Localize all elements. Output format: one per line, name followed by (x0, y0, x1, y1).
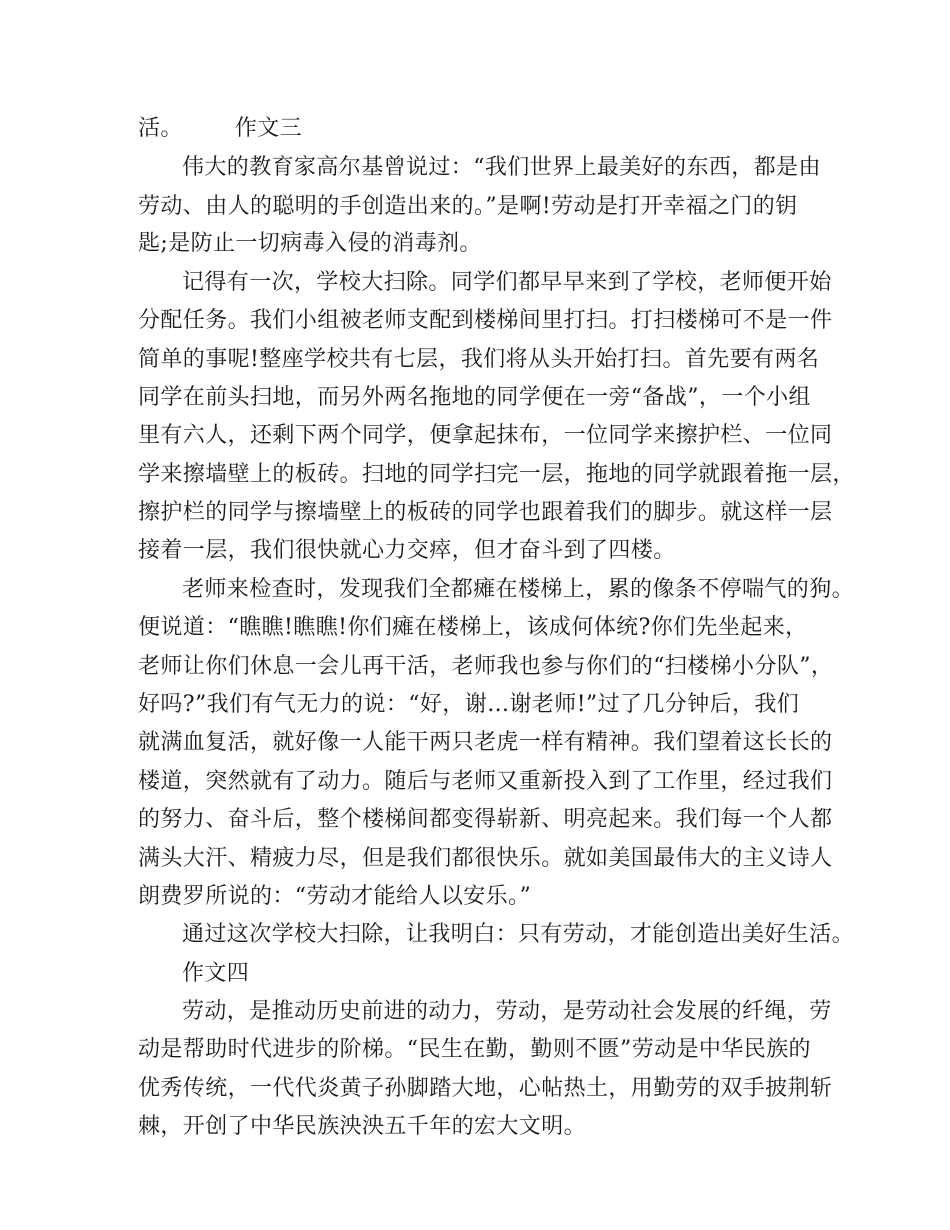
text-line-9: 里有六人，还剩下两个同学，便拿起抹布，一位同学来擦护栏、一位同 (138, 423, 833, 448)
text-line-20: 满头大汗、精疲力尽，但是我们都很快乐。就如美国最伟大的主义诗人 (138, 846, 833, 871)
text-line-17: 就满血复活，就好像一人能干两只老虎一样有精神。我们望着这长长的 (138, 730, 833, 755)
text-line-26: 优秀传统，一代代炎黄子孙脚踏大地，心帖热土，用勤劳的双手披荆斩 (138, 1076, 833, 1101)
text-line-21: 朗费罗所说的：“劳动才能给人以安乐。” (138, 884, 532, 909)
text-line-27: 棘，开创了中华民族泱泱五千年的宏大文明。 (138, 1114, 587, 1139)
text-line-8: 同学在前头扫地，而另外两名拖地的同学便在一旁“备战”，一个小组 (138, 385, 811, 410)
text-line-10: 学来擦墙壁上的板砖。扫地的同学扫完一层，拖地的同学就跟着拖一层， (138, 462, 855, 487)
text-line-3: 劳动、由人的聪明的手创造出来的。”是啊!劳动是打开幸福之门的钥 (138, 194, 798, 219)
text-line-24: 劳动，是推动历史前进的动力，劳动，是劳动社会发展的纤绳，劳 (182, 999, 832, 1024)
text-line-16: 好吗?”我们有气无力的说：“好，谢…谢老师!”过了几分钟后，我们 (138, 692, 800, 717)
text-line-1-content: 活。 (138, 116, 183, 141)
text-line-4: 匙;是防止一切病毒入侵的消毒剂。 (138, 231, 482, 256)
text-line-7: 简单的事呢!整座学校共有七层，我们将从头开始打扫。首先要有两名 (138, 347, 820, 372)
text-line-1 (138, 114, 302, 144)
text-line-18: 楼道，突然就有了动力。随后与老师又重新投入到了工作里，经过我们 (138, 769, 833, 794)
text-line-12: 接着一层，我们很快就心力交瘁，但才奋斗到了四楼。 (138, 538, 676, 563)
section-heading-essay-4: 作文四 (182, 961, 250, 986)
text-line-15: 老师让你们休息一会儿再干活，老师我也参与你们的“扫楼梯小分队”， (138, 654, 834, 679)
text-line-14: 便说道：“瞧瞧!瞧瞧!你们瘫在楼梯上，该成何体统?你们先坐起来， (138, 615, 808, 640)
text-line-6: 分配任务。我们小组被老师支配到楼梯间里打扫。打扫楼梯可不是一件 (138, 308, 833, 333)
text-line-11: 擦护栏的同学与擦墙壁上的板砖的同学也跟着我们的脚步。就这样一层 (138, 500, 833, 525)
text-line-2: 伟大的教育家高尔基曾说过：“我们世界上最美好的东西，都是由 (182, 155, 821, 180)
text-line-19: 的努力、奋斗后，整个楼梯间都变得崭新、明亮起来。我们每一个人都 (138, 807, 833, 832)
text-line-22: 通过这次学校大扫除，让我明白：只有劳动，才能创造出美好生活。 (182, 922, 855, 947)
text-line-25: 动是帮助时代进步的阶梯。“民生在勤，勤则不匮”劳动是中华民族的 (138, 1037, 811, 1062)
text-line-13: 老师来检查时，发现我们全都瘫在楼梯上，累的像条不停喘气的狗。 (182, 577, 855, 602)
section-heading-essay-3: 作文三 (234, 116, 303, 141)
text-line-5: 记得有一次，学校大扫除。同学们都早早来到了学校，老师便开始 (182, 270, 832, 295)
